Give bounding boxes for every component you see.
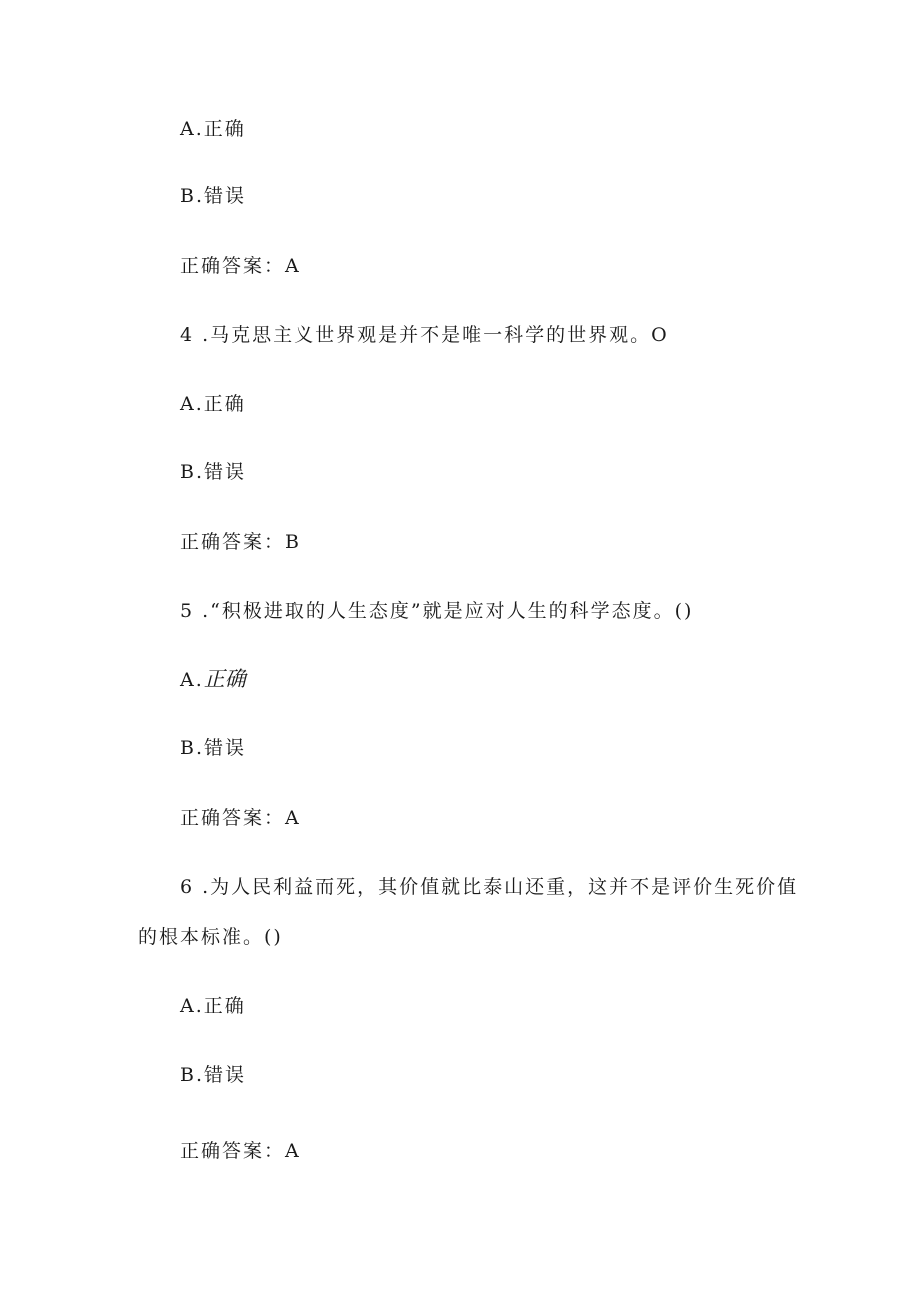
option-b: B.错误 — [180, 461, 247, 483]
option-a-letter: A. — [180, 669, 204, 691]
question-text: 5 .“积极进取的人生态度”就是应对人生的科学态度。() — [180, 600, 694, 622]
option-a — [180, 667, 246, 692]
correct-answer: 正确答案：A — [180, 255, 301, 277]
correct-answer: 正确答案：B — [180, 531, 301, 553]
question-text-continued: 的根本标准。() — [138, 926, 283, 948]
option-b: B.错误 — [180, 1064, 247, 1086]
question-text: 4 .马克思主义世界观是并不是唯一科学的世界观。O — [180, 324, 669, 346]
option-a: A.正确 — [180, 393, 246, 415]
correct-answer: 正确答案：A — [180, 1140, 301, 1162]
option-b: B.错误 — [180, 185, 247, 207]
option-a-text: 正确 — [203, 667, 246, 691]
question-text: 6 .为人民利益而死，其价值就比泰山还重，这并不是评价生死价值 — [180, 876, 799, 898]
option-b: B.错误 — [180, 737, 247, 759]
option-a: A.正确 — [180, 118, 246, 140]
option-a: A.正确 — [180, 995, 246, 1017]
correct-answer: 正确答案：A — [180, 807, 301, 829]
